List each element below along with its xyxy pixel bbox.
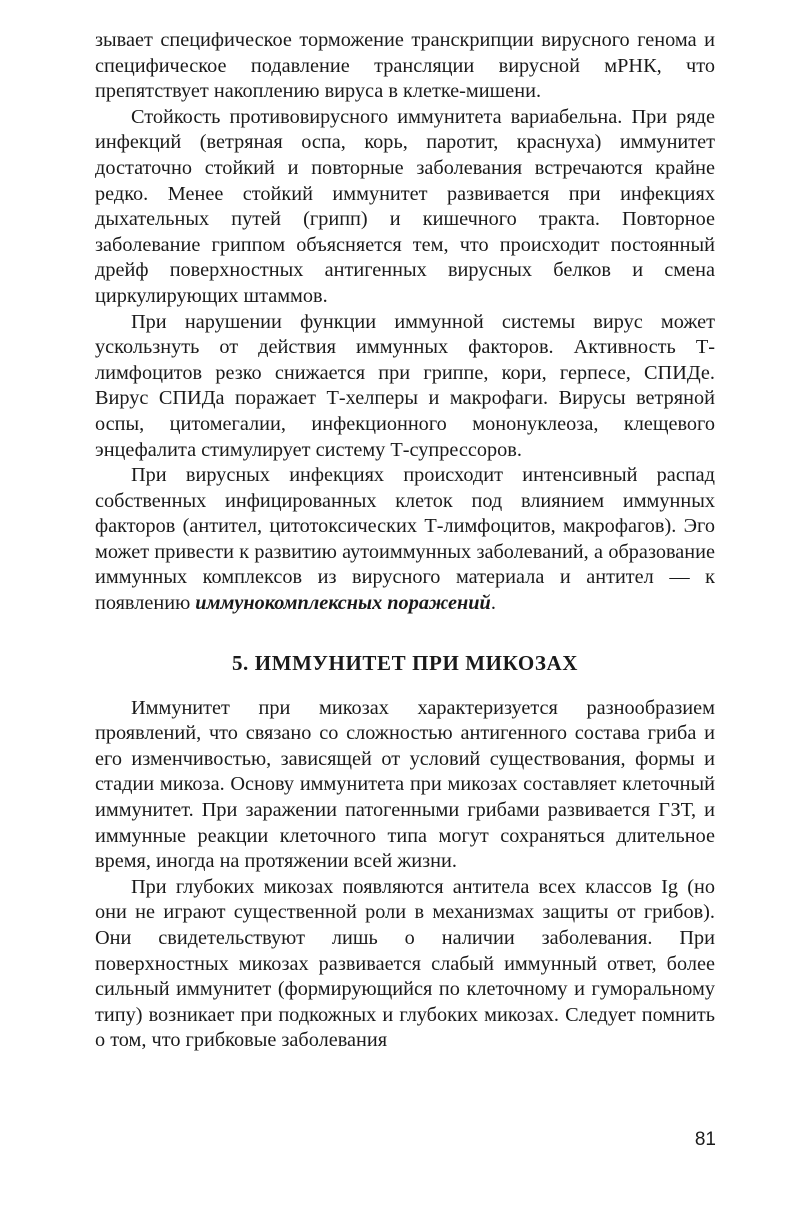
paragraph-mycoses-immunity: Иммунитет при микозах характеризуется разнообразием проявлений, что связано со сложностью антигенного состава гриба и его изменчивостью, зависящей от условий существования, формы и стадии микоза. Основу иммунитета при микозах составляет клеточный иммунитет. При заражении патогенными грибами развивается ГЗТ, и иммунные реакции клеточного типа могут сохраняться длительное время, иногда на протяжении всей жизни. — [95, 696, 715, 873]
paragraph-immune-escape: При нарушении функции иммунной системы вирус может ускользнуть от действия иммунных факторов. Активность Т-лимфоцитов резко снижается при гриппе, кори, герпесе, СПИДе. Вирус СПИДа поражает Т-хелперы и макрофаги. Вирусы ветряной оспы, цитомегалии, инфекционного мононуклеоза, клещевого энцефалита стимулирует систему Т-супрессоров. — [95, 310, 715, 461]
paragraph-cell-destruction-tail: . — [490, 592, 496, 615]
page-number: 81 — [694, 1129, 716, 1150]
paragraph-deep-mycoses: При глубоких микозах появляются антитела всех классов Ig (но они не играют существенной роли в механизмах защиты от грибов). Они свидетельствуют лишь о наличии заболевания. При поверхностных микозах развивается слабый иммунный ответ, более сильный иммунитет (формирующийся по клеточному и гуморальному типу) возникает при подкожных и глубоких микозах. Следует помнить о том, что грибковые заболевания — [95, 875, 715, 1052]
section-heading: 5. ИММУНИТЕТ ПРИ МИКОЗАХ — [231, 650, 579, 675]
emphasis-immunocomplex: иммунокомплексных поражений — [195, 592, 491, 615]
paragraph-immunity-stability: Стойкость противовирусного иммунитета вариабельна. При ряде инфекций (ветряная оспа, корь, паротит, краснуха) иммунитет достаточно стойкий и повторные заболевания встречаются крайне редко. Менее стойкий иммунитет развивается при инфекциях дыхательных путей (грипп) и кишечного тракта. Повторное заболевание гриппом объясняется тем, что происходит постоянный дрейф поверхностных антигенных вирусных белков и смена циркулирующих штаммов. — [95, 105, 715, 307]
page-body — [95, 28, 715, 1054]
paragraph-continuation: зывает специфическое торможение транскрипции вирусного генома и специфическое подавление трансляции вирусной мРНК, что препятствует накоплению вируса в клетке-мишени. — [95, 29, 715, 103]
paragraph-cell-destruction-text: При вирусных инфекциях происходит интенсивный распад собственных инфицированных клеток под влиянием иммунных факторов (антител, цитотоксических Т-лимфоцитов, макрофагов). Эго может привести к развитию аутоиммунных заболеваний, а образование иммунных комплексов из вирусного материала и антител — к появлению — [95, 464, 715, 615]
paragraph-cell-destruction — [95, 463, 715, 617]
